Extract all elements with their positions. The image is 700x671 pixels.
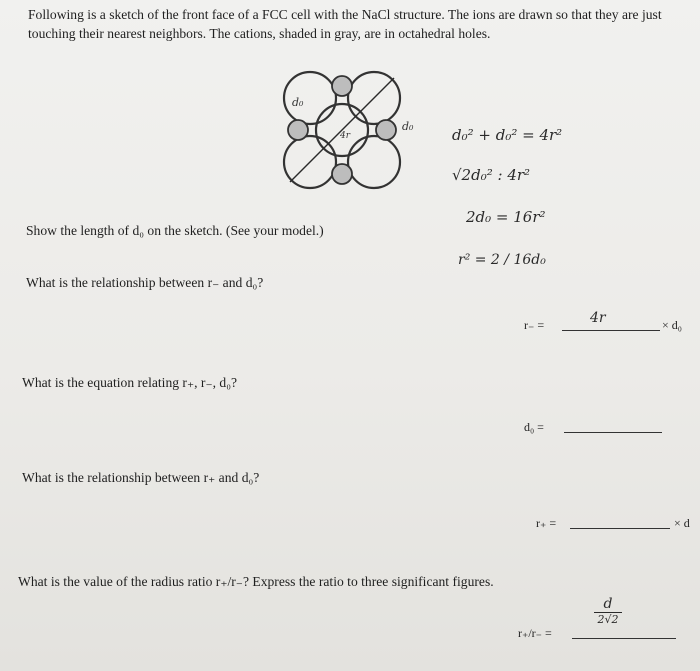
answer-4-suffix: × d <box>674 516 690 530</box>
answer-4-line[interactable] <box>570 528 670 529</box>
work-line-3: 2d₀ = 16r² <box>466 208 546 226</box>
answer-2-value: 4r <box>590 310 606 326</box>
cation-bottom <box>332 164 352 184</box>
question-2: What is the relationship between r₋ and d₀? <box>26 275 264 290</box>
answer-2-suffix: × d₀ <box>662 318 682 332</box>
work-line-4: r² = 2 / 16d₀ <box>458 252 546 268</box>
answer-3-line[interactable] <box>564 432 662 433</box>
question-5: What is the value of the radius ratio r₊/r₋? Express the ratio to three significant figures. <box>18 574 494 589</box>
answer-2-label: r₋ = <box>524 318 545 332</box>
question-3: What is the equation relating r₊, r₋, d₀? <box>22 375 237 390</box>
label-do-right: d₀ <box>402 120 414 133</box>
work-line-2: √2d₀² : 4r² <box>452 166 531 184</box>
label-4r: 4r <box>340 131 351 141</box>
cation-right <box>376 120 396 140</box>
answer-5-label: r₊/r₋ = <box>518 626 552 640</box>
cation-top <box>332 76 352 96</box>
answer-5-denominator: 2√2 <box>594 612 622 626</box>
answer-5-numerator: d <box>603 596 613 612</box>
anion-bottom-right <box>348 136 400 188</box>
answer-5-line[interactable] <box>572 638 676 639</box>
fcc-sketch <box>270 64 420 194</box>
cation-left <box>288 120 308 140</box>
answer-2-line[interactable] <box>562 330 660 331</box>
intro-paragraph: Following is a sketch of the front face of a FCC cell with the NaCl structure. The ions are drawn so that they are just touching their nearest neighbors. The cations, shaded in gray, are in octahedral holes. <box>28 7 662 41</box>
answer-4-label: r₊ = <box>536 516 557 530</box>
question-4: What is the relationship between r₊ and d₀? <box>22 470 260 485</box>
work-line-1: d₀² + d₀² = 4r² <box>452 126 563 144</box>
answer-3-label: d₀ = <box>524 420 544 434</box>
label-do-top: d₀ <box>292 96 304 109</box>
answer-5-fraction <box>594 596 622 626</box>
question-1: Show the length of d₀ on the sketch. (See your model.) <box>26 223 324 238</box>
